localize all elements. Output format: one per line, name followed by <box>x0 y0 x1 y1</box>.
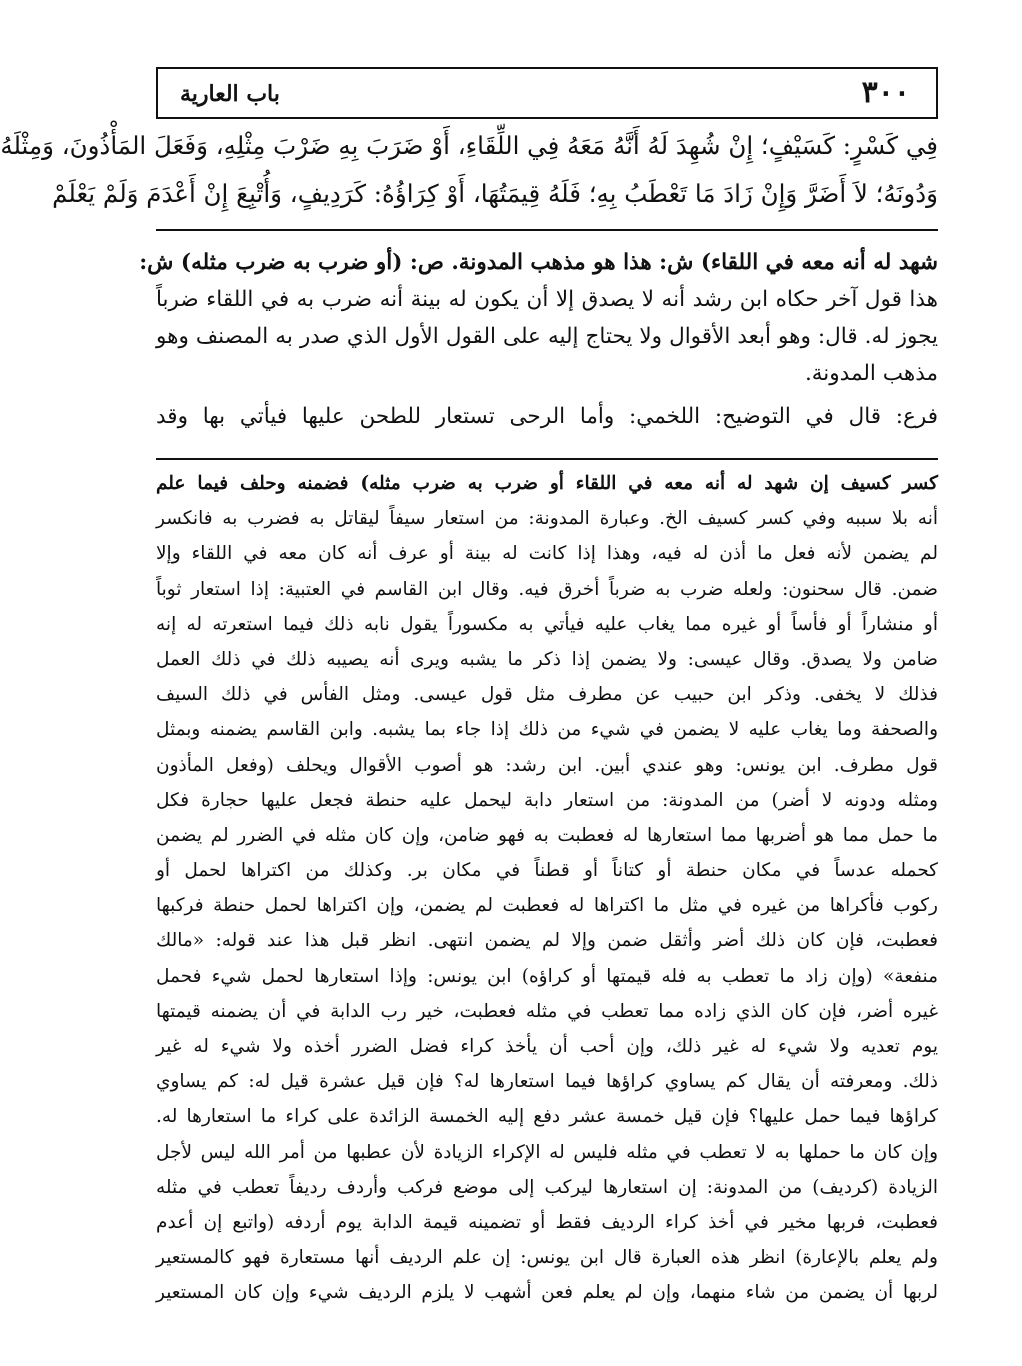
commentary-line: ما حمل مما هو أضربها مما استعارها له فعطبت به فهو ضامن، وإن كان مثله في الضرر لم يضمن <box>156 824 938 846</box>
commentary-line: فعطبت، فإن كان ذلك أضر وأثقل ضمن وإلا لم يضمن انتهى. انظر قبل هذا عند قوله: «مالك <box>156 930 938 952</box>
commentary-line: والصحفة وما يغاب عليه لا يضمن في شيء من ذلك إذا جاء بما يشبه. وابن القاسم يضمنه وبمثل <box>156 719 938 741</box>
commentary-line: غيره أضر، فإن كان الذي زاده مما تعطب في مثله فعطبت، خير رب الدابة في أن يضمنه قيمتها <box>156 1000 938 1022</box>
commentary-line: لم يضمن لأنه فعل ما أذن له فيه، وهذا إذا كانت له بينة أو عرف أنه كان معه في اللقاء وإلا <box>156 543 938 565</box>
matn-text <box>0 122 938 218</box>
commentary-line: كراؤها فيما حمل عليها؟ فإن قيل خمسة عشر دفع إليه الخمسة الزائدة على كراء ما استعارها له. <box>156 1106 938 1128</box>
commentary-line: يجوز له. قال: وهو أبعد الأقوال ولا يحتاج إليه على القول الأول الذي صدر به المصنف وهو <box>156 324 938 349</box>
commentary-line: مذهب المدونة. <box>804 361 938 386</box>
commentary-line: لربها أن يضمن من شاء منهما، وإن لم يعلم فعن أشهب لا يلزم الرديف شيء وإن كان المستعير <box>156 1282 938 1304</box>
matn-line: وَدُونَهُ؛ لاَ أَضَرَّ وَإِنْ زَادَ مَا تَعْطَبُ بِهِ؛ فَلَهُ قِيمَتُهَا، أَوْ كِرَاؤُهُ: كَرَدِيفٍ، وَأُتْبِعَ إِنْ أَعْدَمَ وَلَمْ يَعْلَمْ <box>52 179 938 208</box>
page-number: ٣٠٠ <box>861 75 910 110</box>
commentary-line: كسر كسيف إن شهد له أنه معه في اللقاء أو ضرب به ضرب مثله) فضمنه وحلف فيما علم <box>156 473 938 494</box>
commentary-line: ذلك. ومعرفته أن يقال كم يساوي كراؤها فيما استعارها له؟ فإن قيل عشرة قيل له: كم يساوي <box>156 1071 938 1093</box>
commentary-line: منفعة» (وإن زاد ما تعطب به فله قيمتها أو كراؤه) ابن يونس: وإذا استعارها لحمل شيء فحمل <box>156 965 938 987</box>
commentary-line: الزيادة (كرديف) من المدونة: إن استعارها ليركب إلى موضع فركب وأردف رديفاً تعطب في مثله <box>156 1176 938 1198</box>
commentary-line: هذا قول آخر حكاه ابن رشد أنه لا يصدق إلا أن يكون له بينة أنه ضرب به في اللقاء ضرباً <box>156 287 938 312</box>
commentary-line: ضامن ولا يصدق. وقال عيسى: ولا يضمن إذا ذكر ما يشبه ويرى أنه يصيبه ذلك في ذلك العمل <box>156 648 938 670</box>
commentary-line: فرع: قال في التوضيح: اللخمي: وأما الرحى تستعار للطحن عليها فيأتي بها وقد <box>156 404 938 429</box>
commentary-line: ولم يعلم بالإعارة) انظر هذه العبارة قال ابن يونس: إن علم الرديف أنها مستعارة فهو كالمستعير <box>156 1247 938 1269</box>
chapter-title: باب العارية <box>180 81 280 107</box>
commentary-line: أو منشاراً أو فأساً أو غيره مما يغاب عليه فيأتي به مكسوراً يقول نابه ذلك فيما استعرته له إنه <box>156 613 938 635</box>
page-header <box>156 67 938 119</box>
divider-commentary <box>156 458 938 460</box>
commentary-lower <box>156 466 938 1311</box>
commentary-line: ركوب فأكراها من غيره في مثل ما اكتراها له فعطبت لم يضمن، وإن اكتراها لحمل حنطة فركبها <box>156 895 938 917</box>
matn-line: فِي كَسْرٍ: كَسَيْفٍ؛ إِنْ شُهِدَ لَهُ أَنَّهُ مَعَهُ فِي اللِّقَاءِ، أَوْ ضَرَبَ بِهِ ضَرْبَ مِثْلِهِ، وَفَعَلَ المَأْذُونَ، وَمِثْلَهُ <box>0 131 938 160</box>
commentary-line: ضمن. قال سحنون: ولعله ضرب به ضرباً أخرق فيه. وقال ابن القاسم في العتبية: إذا استعار ثوباً <box>156 578 938 600</box>
commentary-line: فذلك لا يخفى. وذكر ابن حبيب عن مطرف مثل قول عيسى. ومثل الفأس في ذلك السيف <box>156 684 938 706</box>
commentary-line: قول مطرف. ابن يونس: وهو عندي أبين. ابن رشد: هو أصوب الأقوال ويحلف (وفعل المأذون <box>156 754 938 776</box>
commentary-upper <box>139 244 938 435</box>
commentary-line: شهد له أنه معه في اللقاء) ش: هذا هو مذهب المدونة. ص: (أو ضرب به ضرب مثله) ش: <box>139 250 938 275</box>
divider-matn <box>156 229 938 231</box>
commentary-line: وإن كان ما حملها به لا تعطب في مثله فليس له الإكراء الزيادة لأن عطبها من أمر الله ليس لأجل <box>156 1141 938 1163</box>
commentary-line: أنه بلا سببه وفي كسر كسيف الخ. وعبارة المدونة: من استعار سيفاً ليقاتل به فضرب به فانكسر <box>156 508 938 530</box>
commentary-line: ومثله ودونه لا أضر) من المدونة: من استعار دابة ليحمل عليه حنطة فجعل عليها حجارة فكل <box>156 789 938 811</box>
commentary-line: يوم تعديه ولا شيء له غير ذلك، وإن أحب أن يأخذ كراء فضل الضرر أخذه ولا شيء له غير <box>156 1036 938 1057</box>
commentary-line: فعطبت، فربها مخير في أخذ كراء الرديف فقط أو تضمينه قيمة الدابة يوم أردفه (واتبع إن أعدم <box>156 1211 938 1233</box>
commentary-line: كحمله عدساً في مكان حنطة أو كتاناً أو قطناً في مكان بر. وكذلك من اكتراها لحمل أو <box>156 860 938 882</box>
